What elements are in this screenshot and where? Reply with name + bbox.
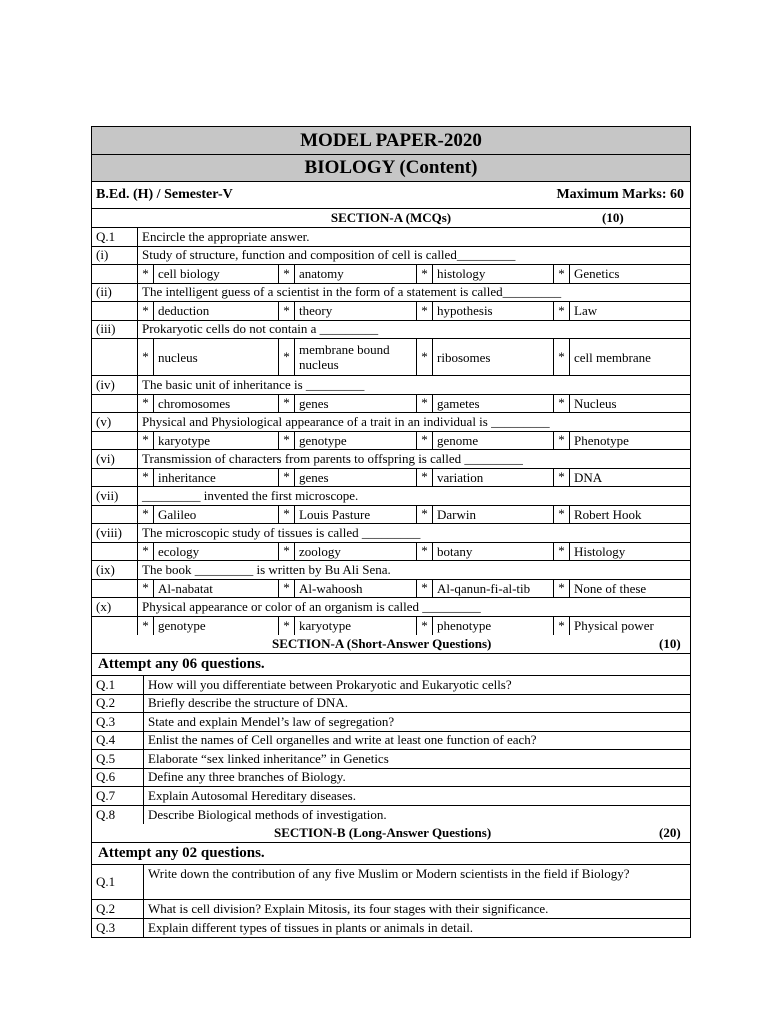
mcq-options-row — [92, 302, 690, 321]
mcq-options-row — [92, 580, 690, 599]
bullet-icon: * — [554, 506, 570, 524]
question-text: The book _________ is written by Bu Ali Sena. — [142, 561, 391, 577]
bullet-icon: * — [279, 469, 295, 487]
option-cell — [138, 543, 279, 561]
option-text: gametes — [437, 395, 480, 411]
mcq-question-row — [92, 450, 690, 469]
instruction-row — [92, 228, 690, 247]
bullet-icon: * — [279, 265, 295, 283]
short-question-row — [92, 732, 690, 751]
option-cell — [417, 395, 554, 413]
mcq-options-row — [92, 432, 690, 451]
option-spacer — [92, 339, 138, 375]
bullet-icon: * — [417, 395, 433, 413]
mcq-options-row — [92, 506, 690, 525]
bullet-icon: * — [417, 339, 433, 375]
option-text: None of these — [574, 580, 647, 596]
section-marks: (10) — [602, 210, 624, 225]
option-cell — [279, 302, 417, 320]
option-spacer — [92, 265, 138, 283]
option-text: Al-nabatat — [158, 580, 213, 596]
option-text: cell membrane — [574, 349, 651, 365]
option-cell — [417, 543, 554, 561]
question-text: Enlist the names of Cell organelles and write at least one function of each? — [148, 732, 537, 748]
section-marks: (20) — [659, 825, 681, 840]
option-text: variation — [437, 469, 484, 485]
question-number: Q.1 — [92, 228, 138, 246]
short-question-row — [92, 750, 690, 769]
bullet-icon: * — [554, 395, 570, 413]
long-question-row — [92, 865, 690, 900]
question-number: (x) — [92, 598, 138, 616]
option-text: Physical power — [574, 618, 654, 634]
long-question-row — [92, 900, 690, 919]
section-title: SECTION-A (MCQs) — [330, 210, 452, 225]
option-text: Al-qanun-fi-al-tib — [437, 580, 531, 596]
option-spacer — [92, 580, 138, 598]
option-text: Robert Hook — [574, 506, 642, 522]
question-text: State and explain Mendel’s law of segregation? — [148, 713, 395, 729]
option-cell — [554, 339, 690, 375]
option-spacer — [92, 432, 138, 450]
question-text: Explain different types of tissues in plants or animals in detail. — [148, 919, 474, 935]
option-text: anatomy — [299, 266, 344, 282]
option-cell — [417, 580, 554, 598]
option-text: Law — [574, 303, 598, 319]
option-text: Al-wahoosh — [299, 580, 363, 596]
question-text: What is cell division? Explain Mitosis, its four stages with their significance. — [148, 900, 549, 916]
bullet-icon: * — [279, 543, 295, 561]
option-spacer — [92, 617, 138, 636]
question-number: Q.2 — [92, 695, 144, 713]
bullet-icon: * — [138, 339, 154, 375]
question-text: Physical appearance or color of an organism is called _________ — [142, 598, 481, 614]
option-text: Genetics — [574, 266, 620, 282]
option-text: zoology — [299, 543, 341, 559]
bullet-icon: * — [279, 506, 295, 524]
mcq-options-row — [92, 265, 690, 284]
option-cell — [279, 543, 417, 561]
bullet-icon: * — [417, 265, 433, 283]
question-text: The basic unit of inheritance is _________ — [142, 376, 365, 392]
bullet-icon: * — [554, 469, 570, 487]
bullet-icon: * — [554, 617, 570, 636]
short-question-row — [92, 806, 690, 825]
option-spacer — [92, 469, 138, 487]
attempt-instruction: Attempt any 02 questions. — [92, 843, 690, 865]
question-text: Write down the contribution of any five Muslim or Modern scientists in the field if Biology? — [148, 866, 630, 881]
question-text: Study of structure, function and composition of cell is called_________ — [142, 247, 516, 263]
bullet-icon: * — [417, 302, 433, 320]
question-number: Q.4 — [92, 732, 144, 750]
option-cell — [417, 617, 554, 636]
paper-info-row — [92, 182, 690, 209]
option-cell — [554, 506, 690, 524]
mcq-question-row — [92, 247, 690, 266]
mcq-list — [92, 247, 690, 636]
question-text: How will you differentiate between Prokaryotic and Eukaryotic cells? — [148, 676, 512, 692]
long-question-list — [92, 865, 690, 937]
bullet-icon: * — [554, 265, 570, 283]
option-text: deduction — [158, 303, 210, 319]
option-cell — [279, 506, 417, 524]
option-cell — [138, 395, 279, 413]
mcq-options-row — [92, 469, 690, 488]
option-cell — [279, 617, 417, 636]
option-spacer — [92, 302, 138, 320]
option-text: membrane bound nucleus — [299, 342, 390, 372]
option-text: genotype — [158, 618, 206, 634]
bullet-icon: * — [417, 580, 433, 598]
question-number: Q.3 — [92, 713, 144, 731]
question-number: Q.5 — [92, 750, 144, 768]
option-cell — [417, 339, 554, 375]
option-text: inheritance — [158, 469, 216, 485]
question-number: (iii) — [92, 321, 138, 339]
instruction-text: Encircle the appropriate answer. — [142, 228, 310, 244]
question-number: Q.2 — [92, 900, 144, 918]
mcq-question-row — [92, 598, 690, 617]
option-text: nucleus — [158, 349, 198, 365]
question-text: _________ invented the first microscope. — [142, 487, 359, 503]
section-title: SECTION-B (Long-Answer Questions) — [274, 825, 492, 840]
option-text: Histology — [574, 543, 626, 559]
option-cell — [279, 339, 417, 375]
question-text: Prokaryotic cells do not contain a _________ — [142, 321, 379, 337]
option-text: Nucleus — [574, 395, 617, 411]
option-cell — [417, 469, 554, 487]
bullet-icon: * — [138, 302, 154, 320]
option-text: ecology — [158, 543, 200, 559]
bullet-icon: * — [417, 543, 433, 561]
mcq-options-row — [92, 617, 690, 636]
question-number: (ii) — [92, 284, 138, 302]
bullet-icon: * — [554, 432, 570, 450]
max-marks-label: Maximum Marks: 60 — [556, 187, 684, 202]
section-short-header — [92, 635, 690, 654]
bullet-icon: * — [138, 395, 154, 413]
section-long-header — [92, 824, 690, 843]
short-question-row — [92, 769, 690, 788]
option-cell — [554, 543, 690, 561]
option-text: Galileo — [158, 506, 197, 522]
bullet-icon: * — [138, 506, 154, 524]
option-cell — [279, 265, 417, 283]
question-number: (vii) — [92, 487, 138, 505]
question-text: Explain Autosomal Hereditary diseases. — [148, 787, 356, 803]
question-text: Describe Biological methods of investigation. — [148, 806, 387, 822]
option-cell — [279, 580, 417, 598]
mcq-question-row — [92, 524, 690, 543]
question-number: Q.8 — [92, 806, 144, 825]
mcq-question-row — [92, 321, 690, 340]
question-number: (iv) — [92, 376, 138, 394]
question-number: (i) — [92, 247, 138, 265]
mcq-options-row — [92, 543, 690, 562]
option-text: genes — [299, 469, 329, 485]
bullet-icon: * — [417, 506, 433, 524]
option-text: Phenotype — [574, 432, 629, 448]
option-cell — [138, 469, 279, 487]
option-text: karyotype — [158, 432, 210, 448]
option-cell — [554, 469, 690, 487]
option-text: theory — [299, 303, 333, 319]
option-text: cell biology — [158, 266, 220, 282]
question-number: Q.6 — [92, 769, 144, 787]
question-text: Transmission of characters from parents to offspring is called _________ — [142, 450, 523, 466]
option-text: ribosomes — [437, 349, 491, 365]
question-text: Elaborate “sex linked inheritance” in Genetics — [148, 750, 389, 766]
option-cell — [554, 617, 690, 636]
long-question-row — [92, 919, 690, 938]
bullet-icon: * — [138, 580, 154, 598]
mcq-question-row — [92, 284, 690, 303]
bullet-icon: * — [279, 339, 295, 375]
question-number: Q.1 — [92, 676, 144, 694]
option-text: hypothesis — [437, 303, 493, 319]
question-text: Briefly describe the structure of DNA. — [148, 695, 348, 711]
mcq-question-row — [92, 487, 690, 506]
question-number: (viii) — [92, 524, 138, 542]
bullet-icon: * — [138, 543, 154, 561]
option-cell — [417, 302, 554, 320]
bullet-icon: * — [279, 580, 295, 598]
short-question-row — [92, 676, 690, 695]
question-number: Q.1 — [92, 865, 144, 899]
program-label: B.Ed. (H) / Semester-V — [96, 187, 233, 202]
option-cell — [554, 580, 690, 598]
mcq-options-row — [92, 339, 690, 376]
question-number: (vi) — [92, 450, 138, 468]
option-text: genes — [299, 395, 329, 411]
option-cell — [554, 302, 690, 320]
question-number: (ix) — [92, 561, 138, 579]
question-text: Define any three branches of Biology. — [148, 769, 346, 785]
option-cell — [554, 395, 690, 413]
bullet-icon: * — [279, 395, 295, 413]
section-a-header — [92, 209, 690, 228]
bullet-icon: * — [554, 302, 570, 320]
option-cell — [417, 265, 554, 283]
short-question-list — [92, 676, 690, 824]
bullet-icon: * — [417, 469, 433, 487]
option-text: chromosomes — [158, 395, 231, 411]
bullet-icon: * — [417, 617, 433, 636]
bullet-icon: * — [138, 265, 154, 283]
option-text: botany — [437, 543, 473, 559]
short-question-row — [92, 787, 690, 806]
option-text: Louis Pasture — [299, 506, 371, 522]
option-text: karyotype — [299, 618, 351, 634]
paper-title: MODEL PAPER-2020 — [92, 127, 690, 155]
bullet-icon: * — [417, 432, 433, 450]
option-cell — [554, 432, 690, 450]
mcq-question-row — [92, 413, 690, 432]
option-text: genotype — [299, 432, 347, 448]
option-text: phenotype — [437, 618, 492, 634]
option-spacer — [92, 506, 138, 524]
option-cell — [417, 506, 554, 524]
bullet-icon: * — [279, 617, 295, 636]
option-cell — [138, 580, 279, 598]
attempt-instruction: Attempt any 06 questions. — [92, 654, 690, 676]
paper-subject: BIOLOGY (Content) — [92, 155, 690, 182]
option-text: DNA — [574, 469, 603, 485]
bullet-icon: * — [138, 617, 154, 636]
option-cell — [138, 506, 279, 524]
option-cell — [279, 469, 417, 487]
mcq-question-row — [92, 376, 690, 395]
option-cell — [138, 432, 279, 450]
short-question-row — [92, 695, 690, 714]
question-number: Q.3 — [92, 919, 144, 938]
option-cell — [138, 339, 279, 375]
question-number: (v) — [92, 413, 138, 431]
option-cell — [417, 432, 554, 450]
mcq-question-row — [92, 561, 690, 580]
option-cell — [279, 395, 417, 413]
bullet-icon: * — [138, 432, 154, 450]
option-cell — [138, 265, 279, 283]
question-text: The intelligent guess of a scientist in the form of a statement is called_________ — [142, 284, 562, 300]
bullet-icon: * — [554, 580, 570, 598]
mcq-options-row — [92, 395, 690, 414]
option-spacer — [92, 543, 138, 561]
option-cell — [554, 265, 690, 283]
bullet-icon: * — [554, 543, 570, 561]
option-cell — [279, 432, 417, 450]
question-text: Physical and Physiological appearance of a trait in an individual is _________ — [142, 413, 550, 429]
exam-paper — [91, 126, 691, 938]
option-cell — [138, 617, 279, 636]
bullet-icon: * — [554, 339, 570, 375]
option-cell — [138, 302, 279, 320]
bullet-icon: * — [138, 469, 154, 487]
bullet-icon: * — [279, 432, 295, 450]
short-question-row — [92, 713, 690, 732]
question-text: The microscopic study of tissues is called _________ — [142, 524, 421, 540]
option-spacer — [92, 395, 138, 413]
question-number: Q.7 — [92, 787, 144, 805]
option-text: genome — [437, 432, 479, 448]
option-text: Darwin — [437, 506, 476, 522]
option-text: histology — [437, 266, 486, 282]
section-title: SECTION-A (Short-Answer Questions) — [272, 636, 492, 651]
section-marks: (10) — [659, 636, 681, 651]
bullet-icon: * — [279, 302, 295, 320]
